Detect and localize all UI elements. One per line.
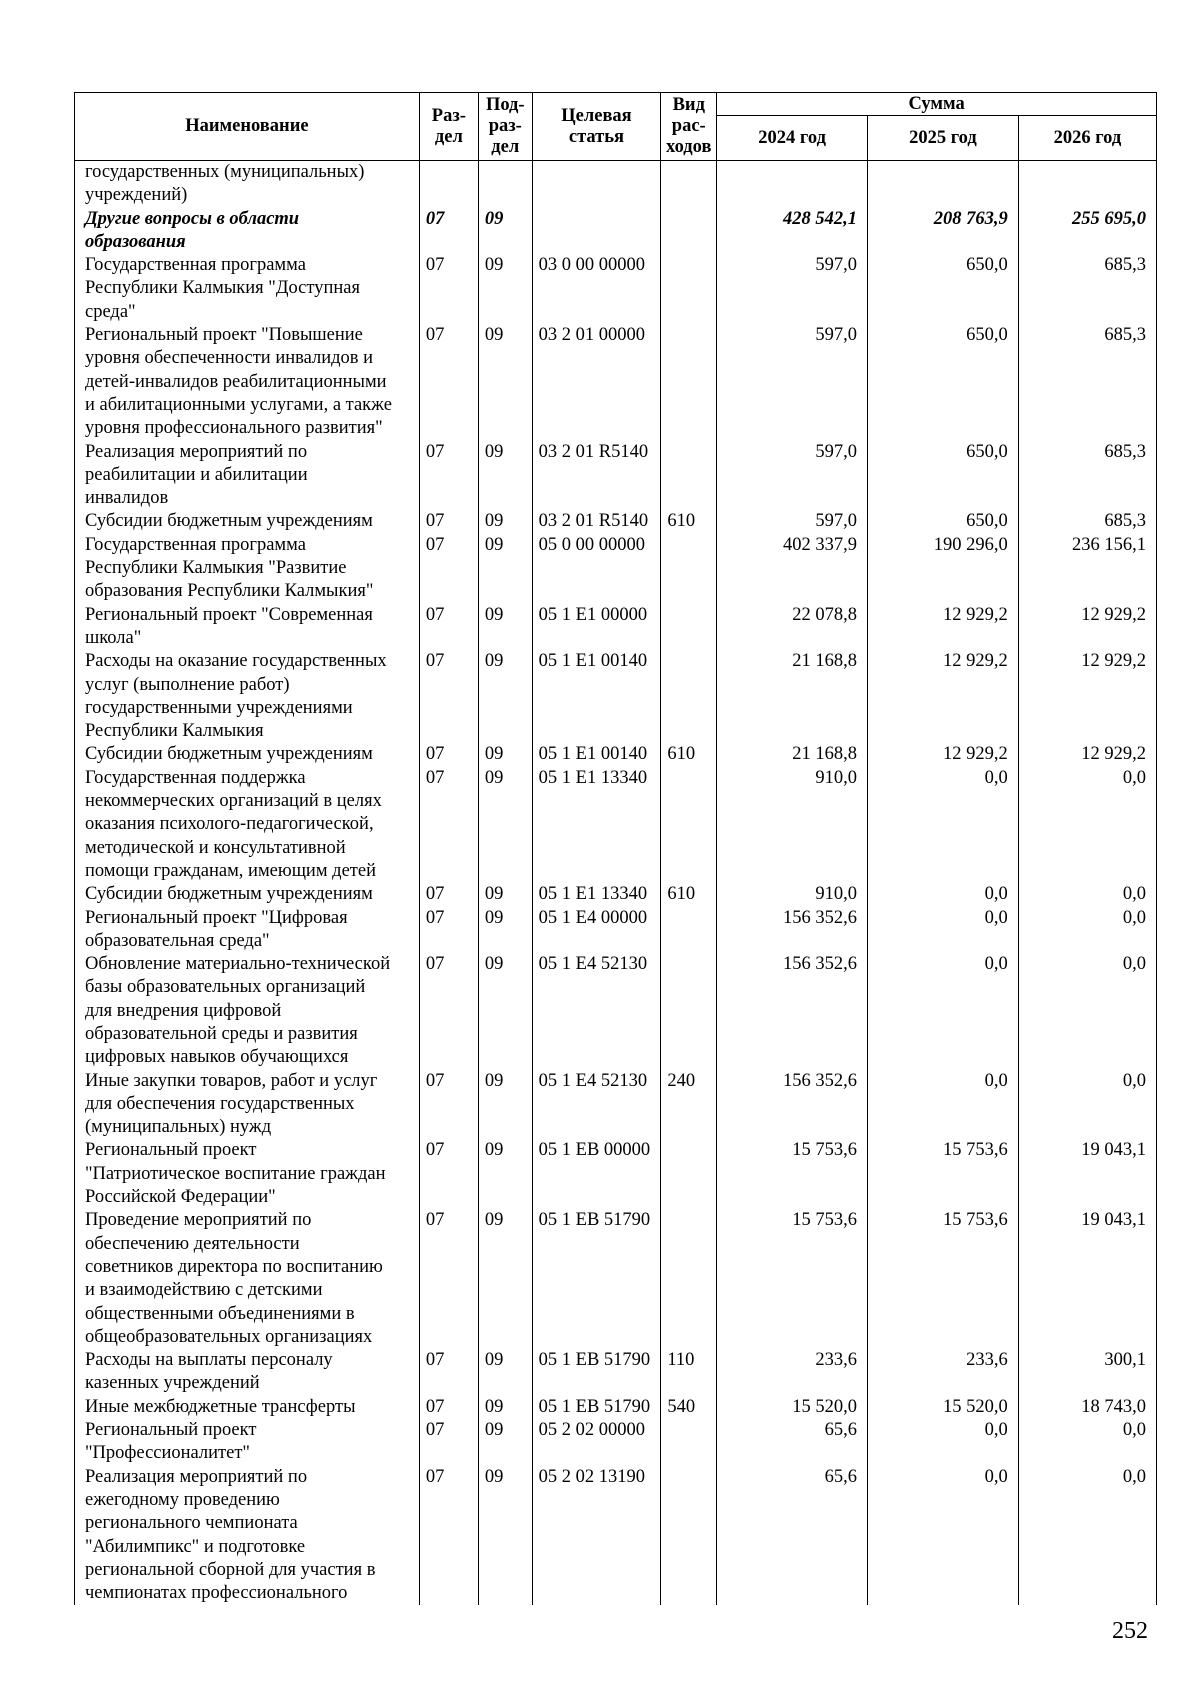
cell-podrazdel: 09 — [478, 1139, 532, 1209]
cell-tselevaya-statya: 03 2 01 R5140 — [532, 510, 661, 533]
cell-sum-2025: 650,0 — [868, 441, 1019, 511]
cell-name: Субсидии бюджетным учреждениям — [75, 510, 420, 533]
cell-vid-rashodov — [661, 1139, 717, 1209]
cell-sum-2026: 19 043,1 — [1018, 1139, 1156, 1209]
cell-sum-2026: 12 929,2 — [1018, 650, 1156, 743]
cell-tselevaya-statya: 05 2 02 00000 — [532, 1419, 661, 1466]
cell-sum-2024: 597,0 — [717, 510, 868, 533]
cell-vid-rashodov — [661, 1466, 717, 1606]
cell-tselevaya-statya: 05 1 EB 51790 — [532, 1209, 661, 1349]
cell-podrazdel: 09 — [478, 1209, 532, 1349]
cell-razdel: 07 — [419, 604, 478, 651]
cell-name: Субсидии бюджетным учреждениям — [75, 883, 420, 906]
cell-vid-rashodov — [661, 534, 717, 604]
cell-sum-2025: 0,0 — [868, 907, 1019, 954]
cell-sum-2024: 22 078,8 — [717, 604, 868, 651]
cell-tselevaya-statya: 03 0 00 00000 — [532, 254, 661, 324]
cell-vid-rashodov — [661, 441, 717, 511]
cell-vid-rashodov: 610 — [661, 510, 717, 533]
cell-tselevaya-statya: 05 1 E1 00140 — [532, 650, 661, 743]
cell-razdel: 07 — [419, 1419, 478, 1466]
cell-sum-2024: 21 168,8 — [717, 650, 868, 743]
cell-sum-2026: 300,1 — [1018, 1349, 1156, 1396]
cell-tselevaya-statya: 05 1 E1 13340 — [532, 883, 661, 906]
cell-podrazdel: 09 — [478, 604, 532, 651]
cell-name: Региональный проект "Повышение уровня обеспеченности инвалидов и детей-инвалидов реабилитационными и абилитационными услугами, а также уровня профессионального развития" — [75, 324, 420, 440]
table-row — [75, 1070, 1157, 1140]
cell-sum-2024: 402 337,9 — [717, 534, 868, 604]
table-row — [75, 324, 1157, 440]
header-year-2026: 2026 год — [1018, 116, 1156, 161]
cell-podrazdel: 09 — [478, 441, 532, 511]
cell-name: Региональный проект "Патриотическое воспитание граждан Российской Федерации" — [75, 1139, 420, 1209]
cell-vid-rashodov: 610 — [661, 743, 717, 766]
cell-razdel: 07 — [419, 1396, 478, 1419]
cell-sum-2025: 650,0 — [868, 324, 1019, 440]
cell-podrazdel: 09 — [478, 254, 532, 324]
cell-razdel: 07 — [419, 743, 478, 766]
cell-sum-2025: 15 520,0 — [868, 1396, 1019, 1419]
cell-tselevaya-statya: 03 2 01 00000 — [532, 324, 661, 440]
cell-sum-2026: 0,0 — [1018, 1070, 1156, 1140]
budget-page — [74, 92, 1157, 1605]
table-row — [75, 1139, 1157, 1209]
cell-sum-2026: 0,0 — [1018, 1419, 1156, 1466]
cell-tselevaya-statya: 05 1 EB 51790 — [532, 1396, 661, 1419]
cell-sum-2024: 597,0 — [717, 324, 868, 440]
table-row — [75, 208, 1157, 255]
cell-podrazdel: 09 — [478, 767, 532, 883]
cell-name: Расходы на выплаты персоналу казенных учреждений — [75, 1349, 420, 1396]
cell-name: Реализация мероприятий по ежегодному проведению регионального чемпионата "Абилимпикс" и подготовке региональной сборной для участия в чемпионатах профессионального — [75, 1466, 420, 1606]
table-row — [75, 441, 1157, 511]
table-row — [75, 650, 1157, 743]
header-podrazdel: Под- раз- дел — [478, 93, 532, 161]
cell-sum-2026 — [1018, 161, 1156, 208]
cell-podrazdel: 09 — [478, 1070, 532, 1140]
cell-name: Государственная поддержка некоммерческих организаций в целях оказания психолого-педагогической, методической и консультативной помощи гражданам, имеющим детей — [75, 767, 420, 883]
cell-sum-2024: 597,0 — [717, 441, 868, 511]
cell-sum-2025: 0,0 — [868, 883, 1019, 906]
cell-razdel: 07 — [419, 208, 478, 255]
cell-vid-rashodov — [661, 1209, 717, 1349]
table-row — [75, 534, 1157, 604]
cell-sum-2025: 0,0 — [868, 1419, 1019, 1466]
cell-name: Проведение мероприятий по обеспечению деятельности советников директора по воспитанию и взаимодействию с детскими общественными объединениями в общеобразовательных организациях — [75, 1209, 420, 1349]
cell-name: государственных (муниципальных) учреждений) — [75, 161, 420, 208]
cell-name: Иные межбюджетные трансферты — [75, 1396, 420, 1419]
cell-podrazdel: 09 — [478, 650, 532, 743]
cell-razdel: 07 — [419, 1349, 478, 1396]
cell-podrazdel: 09 — [478, 743, 532, 766]
cell-name: Другие вопросы в области образования — [75, 208, 420, 255]
cell-name: Иные закупки товаров, работ и услуг для обеспечения государственных (муниципальных) нужд — [75, 1070, 420, 1140]
cell-razdel: 07 — [419, 767, 478, 883]
cell-sum-2024: 15 753,6 — [717, 1139, 868, 1209]
cell-vid-rashodov — [661, 650, 717, 743]
cell-tselevaya-statya: 05 2 02 13190 — [532, 1466, 661, 1606]
table-row — [75, 510, 1157, 533]
cell-sum-2026: 255 695,0 — [1018, 208, 1156, 255]
cell-name: Региональный проект "Профессионалитет" — [75, 1419, 420, 1466]
cell-razdel: 07 — [419, 1070, 478, 1140]
cell-vid-rashodov: 110 — [661, 1349, 717, 1396]
cell-sum-2024: 65,6 — [717, 1466, 868, 1606]
cell-tselevaya-statya: 05 1 E1 13340 — [532, 767, 661, 883]
cell-vid-rashodov — [661, 907, 717, 954]
cell-tselevaya-statya: 05 1 EB 00000 — [532, 1139, 661, 1209]
header-year-2025: 2025 год — [868, 116, 1019, 161]
cell-sum-2025 — [868, 161, 1019, 208]
table-row — [75, 767, 1157, 883]
header-tselevaya-statya: Целевая статья — [532, 93, 661, 161]
cell-razdel: 07 — [419, 1466, 478, 1606]
cell-sum-2026: 685,3 — [1018, 324, 1156, 440]
cell-name: Государственная программа Республики Калмыкия "Развитие образования Республики Калмыкия" — [75, 534, 420, 604]
cell-sum-2026: 0,0 — [1018, 767, 1156, 883]
cell-tselevaya-statya: 05 1 E4 52130 — [532, 953, 661, 1069]
cell-sum-2025: 233,6 — [868, 1349, 1019, 1396]
cell-razdel: 07 — [419, 510, 478, 533]
cell-name: Государственная программа Республики Калмыкия "Доступная среда" — [75, 254, 420, 324]
cell-razdel: 07 — [419, 650, 478, 743]
cell-podrazdel: 09 — [478, 1349, 532, 1396]
cell-sum-2026: 0,0 — [1018, 907, 1156, 954]
cell-sum-2024: 910,0 — [717, 883, 868, 906]
cell-vid-rashodov — [661, 1419, 717, 1466]
cell-sum-2026: 12 929,2 — [1018, 604, 1156, 651]
cell-sum-2024 — [717, 161, 868, 208]
cell-vid-rashodov: 240 — [661, 1070, 717, 1140]
cell-sum-2025: 12 929,2 — [868, 650, 1019, 743]
cell-tselevaya-statya — [532, 161, 661, 208]
cell-sum-2025: 0,0 — [868, 767, 1019, 883]
table-row — [75, 161, 1157, 208]
table-row — [75, 1209, 1157, 1349]
cell-podrazdel: 09 — [478, 883, 532, 906]
cell-sum-2025: 0,0 — [868, 1466, 1019, 1606]
table-row — [75, 254, 1157, 324]
cell-razdel: 07 — [419, 1139, 478, 1209]
cell-sum-2024: 65,6 — [717, 1419, 868, 1466]
table-body — [75, 161, 1157, 1606]
cell-sum-2024: 597,0 — [717, 254, 868, 324]
cell-vid-rashodov: 610 — [661, 883, 717, 906]
cell-sum-2024: 156 352,6 — [717, 953, 868, 1069]
cell-sum-2026: 236 156,1 — [1018, 534, 1156, 604]
cell-vid-rashodov — [661, 161, 717, 208]
cell-podrazdel: 09 — [478, 1396, 532, 1419]
table-row — [75, 743, 1157, 766]
cell-sum-2026: 0,0 — [1018, 1466, 1156, 1606]
cell-sum-2025: 208 763,9 — [868, 208, 1019, 255]
cell-podrazdel — [478, 161, 532, 208]
page-number: 252 — [1112, 1618, 1148, 1644]
cell-sum-2025: 190 296,0 — [868, 534, 1019, 604]
cell-sum-2026: 18 743,0 — [1018, 1396, 1156, 1419]
cell-sum-2025: 0,0 — [868, 953, 1019, 1069]
table-row — [75, 953, 1157, 1069]
table-row — [75, 1396, 1157, 1419]
table-row — [75, 604, 1157, 651]
cell-name: Расходы на оказание государственных услуг (выполнение работ) государственными учреждениями Республики Калмыкия — [75, 650, 420, 743]
cell-vid-rashodov — [661, 324, 717, 440]
cell-sum-2025: 12 929,2 — [868, 604, 1019, 651]
cell-name: Обновление материально-технической базы образовательных организаций для внедрения цифровой образовательной среды и развития цифровых навыков обучающихся — [75, 953, 420, 1069]
cell-razdel: 07 — [419, 1209, 478, 1349]
cell-podrazdel: 09 — [478, 324, 532, 440]
cell-sum-2025: 15 753,6 — [868, 1209, 1019, 1349]
cell-sum-2024: 15 520,0 — [717, 1396, 868, 1419]
cell-name: Реализация мероприятий по реабилитации и абилитации инвалидов — [75, 441, 420, 511]
header-name: Наименование — [75, 93, 420, 161]
cell-podrazdel: 09 — [478, 510, 532, 533]
cell-podrazdel: 09 — [478, 953, 532, 1069]
cell-sum-2025: 12 929,2 — [868, 743, 1019, 766]
cell-sum-2024: 15 753,6 — [717, 1209, 868, 1349]
table-row — [75, 1466, 1157, 1606]
cell-sum-2026: 12 929,2 — [1018, 743, 1156, 766]
cell-sum-2024: 21 168,8 — [717, 743, 868, 766]
cell-razdel: 07 — [419, 441, 478, 511]
cell-name: Региональный проект "Цифровая образовательная среда" — [75, 907, 420, 954]
cell-razdel: 07 — [419, 953, 478, 1069]
table-row — [75, 1419, 1157, 1466]
cell-tselevaya-statya: 05 1 E4 52130 — [532, 1070, 661, 1140]
cell-vid-rashodov — [661, 208, 717, 255]
cell-sum-2024: 156 352,6 — [717, 907, 868, 954]
header-year-2024: 2024 год — [717, 116, 868, 161]
cell-tselevaya-statya: 05 1 EB 51790 — [532, 1349, 661, 1396]
cell-tselevaya-statya: 05 1 E1 00140 — [532, 743, 661, 766]
cell-sum-2026: 685,3 — [1018, 441, 1156, 511]
cell-podrazdel: 09 — [478, 907, 532, 954]
cell-tselevaya-statya: 03 2 01 R5140 — [532, 441, 661, 511]
table-header — [75, 93, 1157, 161]
cell-name: Субсидии бюджетным учреждениям — [75, 743, 420, 766]
cell-razdel: 07 — [419, 324, 478, 440]
header-summa: Сумма — [717, 93, 1157, 116]
cell-razdel: 07 — [419, 883, 478, 906]
table-row — [75, 907, 1157, 954]
cell-tselevaya-statya: 05 1 E4 00000 — [532, 907, 661, 954]
cell-tselevaya-statya: 05 0 00 00000 — [532, 534, 661, 604]
cell-razdel: 07 — [419, 534, 478, 604]
cell-vid-rashodov — [661, 254, 717, 324]
cell-razdel — [419, 161, 478, 208]
cell-sum-2025: 15 753,6 — [868, 1139, 1019, 1209]
cell-sum-2024: 428 542,1 — [717, 208, 868, 255]
cell-sum-2025: 650,0 — [868, 254, 1019, 324]
cell-podrazdel: 09 — [478, 534, 532, 604]
cell-tselevaya-statya: 05 1 E1 00000 — [532, 604, 661, 651]
cell-sum-2024: 910,0 — [717, 767, 868, 883]
cell-vid-rashodov — [661, 953, 717, 1069]
table-row — [75, 883, 1157, 906]
budget-table — [74, 92, 1157, 1605]
header-vid-rashodov: Вид рас- ходов — [661, 93, 717, 161]
cell-podrazdel: 09 — [478, 1466, 532, 1606]
cell-sum-2025: 0,0 — [868, 1070, 1019, 1140]
table-row — [75, 1349, 1157, 1396]
cell-sum-2024: 233,6 — [717, 1349, 868, 1396]
cell-sum-2026: 0,0 — [1018, 953, 1156, 1069]
cell-name: Региональный проект "Современная школа" — [75, 604, 420, 651]
header-razdel: Раз- дел — [419, 93, 478, 161]
cell-sum-2026: 685,3 — [1018, 254, 1156, 324]
cell-sum-2025: 650,0 — [868, 510, 1019, 533]
cell-sum-2024: 156 352,6 — [717, 1070, 868, 1140]
cell-podrazdel: 09 — [478, 1419, 532, 1466]
cell-tselevaya-statya — [532, 208, 661, 255]
cell-vid-rashodov — [661, 604, 717, 651]
cell-vid-rashodov — [661, 767, 717, 883]
cell-razdel: 07 — [419, 254, 478, 324]
cell-podrazdel: 09 — [478, 208, 532, 255]
cell-sum-2026: 685,3 — [1018, 510, 1156, 533]
cell-sum-2026: 19 043,1 — [1018, 1209, 1156, 1349]
cell-sum-2026: 0,0 — [1018, 883, 1156, 906]
cell-razdel: 07 — [419, 907, 478, 954]
cell-vid-rashodov: 540 — [661, 1396, 717, 1419]
